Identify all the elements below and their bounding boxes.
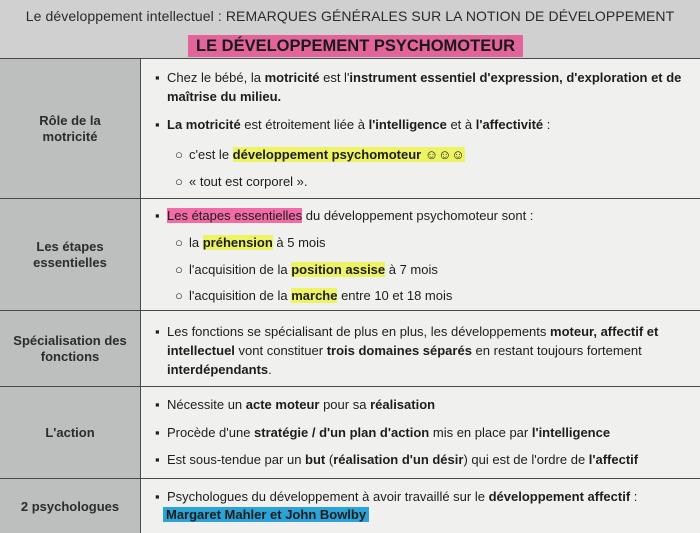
header-subtitle: Le développement intellectuel : REMARQUES GÉNÉRALES SUR LA NOTION DE DÉVELOPPEMENT [25, 8, 675, 24]
content-cell-etapes [141, 199, 700, 311]
row-psychologues [0, 478, 700, 533]
bullet-line: ▪ Les fonctions se spécialisant de plus en plus, les développements moteur, affectif et [155, 324, 659, 339]
bullet-line: ▪ Les étapes essentielles du développement psychomoteur sont : [155, 208, 534, 223]
content-cell-psychologues [141, 479, 700, 533]
row-etapes-essentielles [0, 198, 700, 311]
document-header [0, 0, 700, 58]
bullet-line-continuation: intellectuel vont constituer trois domaines séparés en restant toujours fortement [167, 343, 642, 358]
row-role-motricite [0, 58, 700, 199]
label-cell-etapes: Les étapes essentielles [0, 199, 141, 311]
label-cell-action: L'action [0, 387, 141, 479]
row-action [0, 386, 700, 479]
content-cell-action [141, 387, 700, 479]
bullet-line: ▪ Est sous-tendue par un but (réalisation d'un désir) qui est de l'ordre de l'affectif [155, 452, 639, 467]
sub-bullet-line: ○ c'est le développement psychomoteur ☺☺☺ [175, 147, 465, 162]
header-title: LE DÉVELOPPEMENT PSYCHOMOTEUR [188, 35, 523, 57]
bullet-line-continuation: maîtrise du milieu. [167, 89, 282, 104]
bullet-line: ▪ Chez le bébé, la motricité est l'instrument essentiel d'expression, d'exploration et de [155, 70, 682, 85]
label-cell-specialisation: Spécialisation des fonctions [0, 311, 141, 387]
bullet-line: ▪ Nécessite un acte moteur pour sa réalisation [155, 397, 436, 412]
smiley-icons: ☺☺☺ [421, 147, 465, 162]
sub-bullet-line: ○ la préhension à 5 mois [175, 235, 326, 250]
sub-bullet-line: ○ « tout est corporel ». [175, 174, 308, 189]
sub-bullet-line: ○ l'acquisition de la marche entre 10 et 18 mois [175, 288, 453, 303]
sub-bullet-line: ○ l'acquisition de la position assise à 7 mois [175, 262, 438, 277]
content-cell-role [141, 59, 700, 199]
bullet-line: ▪ Psychologues du développement à avoir travaillé sur le développement affectif : [155, 489, 638, 504]
bullet-line: ▪ Procède d'une stratégie / d'un plan d'action mis en place par l'intelligence [155, 425, 611, 440]
bullet-line-continuation: interdépendants. [167, 362, 272, 377]
bullet-line-continuation: Margaret Mahler et John Bowlby [163, 507, 369, 522]
content-cell-specialisation [141, 311, 700, 387]
label-cell-psychologues: 2 psychologues [0, 479, 141, 533]
row-specialisation [0, 310, 700, 387]
label-cell-role: Rôle de la motricité [0, 59, 141, 199]
bullet-line: ▪ La motricité est étroitement liée à l'intelligence et à l'affectivité : [155, 117, 551, 132]
